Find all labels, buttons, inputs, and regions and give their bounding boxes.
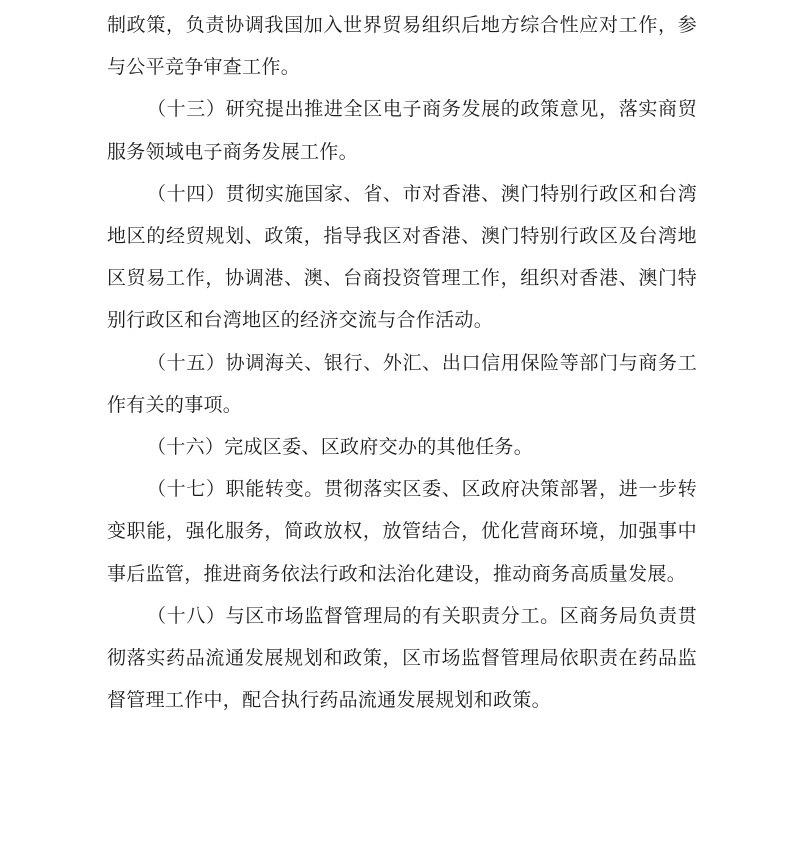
paragraph-item-16: （十六）完成区委、区政府交办的其他任务。 <box>147 436 534 459</box>
paragraph-item-13: （十三）研究提出推进全区电子商务发展的政策意见，落实商贸服务领域电子商务发展工作。 <box>107 98 697 163</box>
paragraph-item-14: （十四）贯彻实施国家、省、市对香港、澳门特别行政区和台湾地区的经贸规划、政策，指导我区对香港、澳门特别行政区及台湾地区贸易工作，协调港、澳、台商投资管理工作，组织对香港、澳门特别行政区和台湾地区的经济交流与合作活动。 <box>107 182 697 332</box>
paragraph-item-18: （十八）与区市场监督管理局的有关职责分工。区商务局负责贯彻落实药品流通发展规划和政策，区市场监督管理局依职责在药品监督管理工作中，配合执行药品流通发展规划和政策。 <box>107 604 697 712</box>
paragraph-item-15: （十五）协调海关、银行、外汇、出口信用保险等部门与商务工作有关的事项。 <box>107 351 697 416</box>
paragraph-continuation: 制政策，负责协调我国加入世界贸易组织后地方综合性应对工作，参与公平竞争审查工作。 <box>107 14 697 79</box>
paragraph-item-17: （十七）职能转变。贯彻落实区委、区政府决策部署，进一步转变职能，强化服务，简政放权，放管结合，优化营商环境，加强事中事后监管，推进商务依法行政和法治化建设，推动商务高质量发展。 <box>107 478 697 585</box>
document-body <box>107 4 697 721</box>
